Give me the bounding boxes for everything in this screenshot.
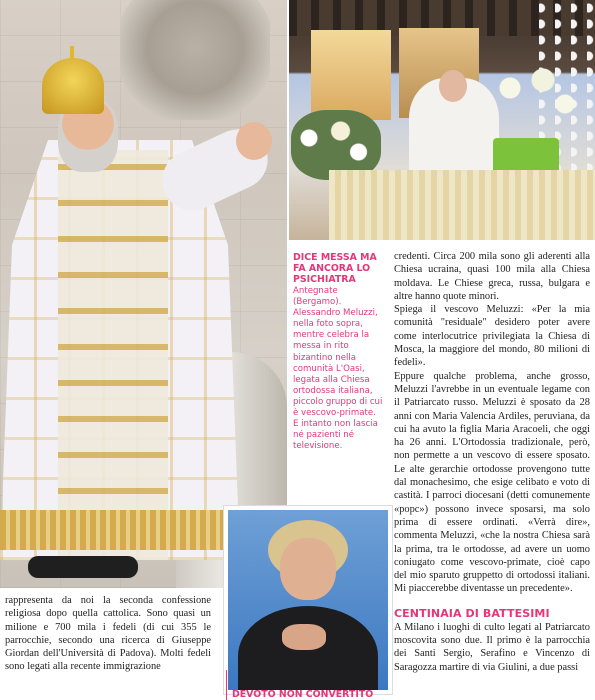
altar-table [329, 170, 595, 240]
section-heading: CENTINAIA DI BATTESIMI [394, 606, 550, 620]
article-paragraph: rappresenta da noi la seconda confessione religiosa dopo quella cattolica. Sono quasi un milione e 700 mila i fedeli (di cui 355 le parrocchie, secondo una ricerca di Giuseppe Giordan dell'Università di Padova). Molti fedeli sono legati alla recente immigrazione [5, 595, 211, 673]
article-column-right [394, 250, 590, 674]
article-paragraph: Spiega il vescovo Meluzzi: «Per la mia comunità "residuale" desidero poter avere come interlocutrice privilegiata la Chiesa di Mosca, la maggiore del mondo, 80 milioni di fedeli». [394, 304, 590, 369]
orchid-flowers [477, 56, 587, 136]
bishop-photo [0, 0, 287, 588]
photo-caption [293, 252, 383, 452]
article-column-left [5, 594, 211, 674]
meluzzi-portrait [224, 506, 392, 694]
mitre [42, 58, 104, 114]
caption-rule [226, 670, 227, 700]
article-paragraph: Eppure qualche problema, anche grosso, Meluzzi l'avrebbe in un eventuale legame con il Patriarcato russo. Meluzzi è sposato da 28 anni con Maria Valencia Ardiles, peruviana, da cui ha avuto la figlia Maria Aracoeli, che oggi ha 26 anni. L'Ortodossia tradizionale, però, non permette a un vescovo di essere sposato. Le alte gerarchie ortodosse provengono tutte dal monachesimo, che esige celibato e voto di castità. I parroci diocesani (detti comunemente «popc») possono invece sposarsi, ma solo prima di essere ordinati. «Verrà dire», commenta Meluzzi, «che la nostra Chiesa sarà la prima, tra le ortodosse, ad avere un uomo coniugato come vescovo-primate, cioè capo del mio sparuto gruppetto di ortodossi italiani. Mi piaccerebbe diventasse un precedente». [394, 370, 590, 595]
religious-icon-painting [311, 30, 391, 120]
fountain-mask-sculpture [120, 0, 270, 120]
altar-photo [289, 0, 595, 240]
caption-title: DICE MESSA MA FA ANCORA LO PSICHIATRA [293, 252, 377, 285]
article-paragraph: credenti. Circa 200 mila sono gli aderenti alla Chiesa ucraina, quasi 100 mila alla Chiesa moldava. Le Chiese greca, russa, bulgara e altre hanno quote minori. [394, 251, 590, 302]
caption-body: Antegnate (Bergamo). Alessandro Meluzzi, nella foto sopra, mentre celebra la messa in rito bizantino nella comunità L'Oasi, legata alla Chiesa ortodossa italiana, piccolo gruppo di cui è vescovo-primate. E intanto non lascia né pazienti né televisione. [293, 286, 383, 452]
inset-caption: DEVOTO NON CONVERTITO [232, 689, 374, 700]
article-paragraph: A Milano i luoghi di culto legati al Patriarcato moscovita sono due. Il primo è la parrocchia dei Santi Sergio, Serafino e Vincenzo di Saragozza martire di via Giulini, a due passi [394, 621, 590, 673]
